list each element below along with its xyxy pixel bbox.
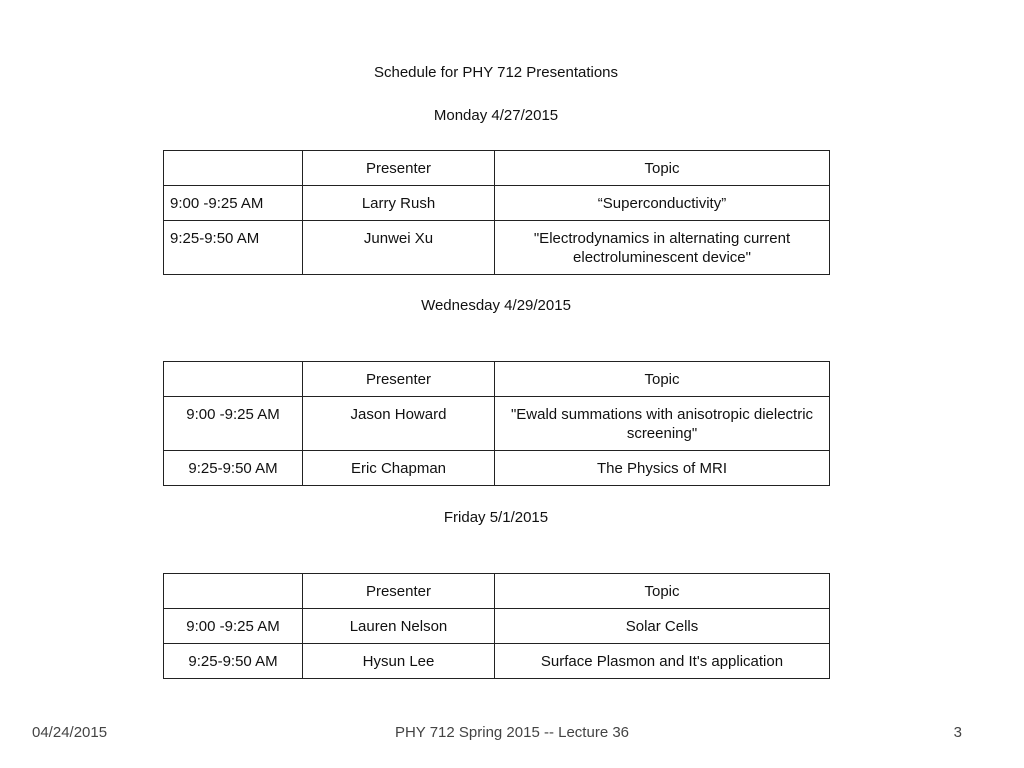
table-row [164,221,830,275]
presenter-cell: Junwei Xu [303,221,495,275]
topic-cell: The Physics of MRI [495,451,830,486]
time-cell: 9:00 -9:25 AM [164,609,303,644]
presenter-header: Presenter [303,574,495,609]
day-heading-monday: Monday 4/27/2015 [433,107,559,124]
time-cell: 9:00 -9:25 AM [164,186,303,221]
table-row [164,397,830,451]
schedule-table-monday [163,150,830,275]
topic-cell: "Electrodynamics in alternating current electroluminescent device" [495,221,830,275]
table-header-row [164,574,830,609]
time-header-cell [164,362,303,397]
presenter-cell: Lauren Nelson [303,609,495,644]
schedule-table-friday [163,573,830,679]
presenter-header: Presenter [303,362,495,397]
time-header-cell [164,574,303,609]
presenter-cell: Larry Rush [303,186,495,221]
footer-course: PHY 712 Spring 2015 -- Lecture 36 [394,724,630,741]
table-header-row [164,362,830,397]
footer-date: 04/24/2015 [32,724,108,741]
table-row [164,609,830,644]
day-heading-friday: Friday 5/1/2015 [443,509,549,526]
table-row [164,186,830,221]
time-cell: 9:25-9:50 AM [164,451,303,486]
schedule-table-wednesday [163,361,830,486]
presenter-cell: Jason Howard [303,397,495,451]
slide-title: Schedule for PHY 712 Presentations [373,64,619,81]
table-header-row [164,151,830,186]
topic-header: Topic [495,574,830,609]
topic-cell: "Ewald summations with anisotropic dielectric screening" [495,397,830,451]
topic-header: Topic [495,362,830,397]
presenter-header: Presenter [303,151,495,186]
presenter-cell: Eric Chapman [303,451,495,486]
presenter-cell: Hysun Lee [303,644,495,679]
time-header-cell [164,151,303,186]
time-cell: 9:25-9:50 AM [164,644,303,679]
topic-cell: Surface Plasmon and It's application [495,644,830,679]
topic-cell: Solar Cells [495,609,830,644]
topic-header: Topic [495,151,830,186]
footer-page-number: 3 [953,724,962,741]
time-cell: 9:00 -9:25 AM [164,397,303,451]
time-cell: 9:25-9:50 AM [164,221,303,275]
day-heading-wednesday: Wednesday 4/29/2015 [421,297,571,314]
table-row [164,644,830,679]
table-row [164,451,830,486]
topic-cell: “Superconductivity” [495,186,830,221]
